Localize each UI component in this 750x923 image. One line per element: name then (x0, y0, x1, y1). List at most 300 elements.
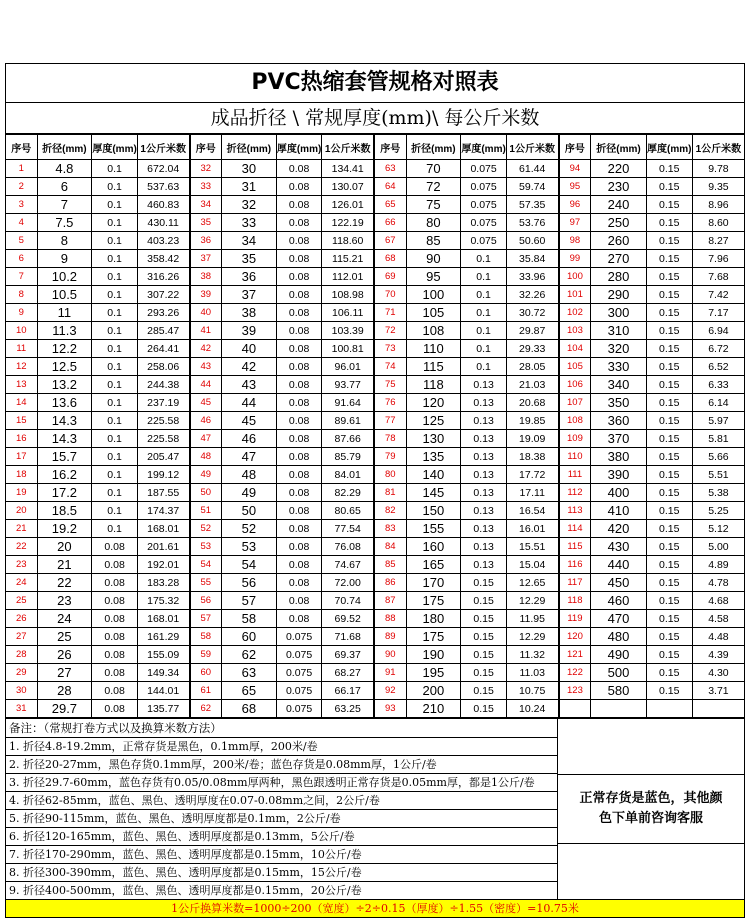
header-thickness: 厚度(mm) (461, 135, 507, 160)
table-row (560, 646, 745, 664)
row-index: 115 (560, 538, 591, 556)
flat-width: 46 (222, 430, 277, 448)
meters-per-kg: 5.00 (692, 538, 744, 556)
flat-width: 20 (37, 538, 92, 556)
meters-per-kg: 69.52 (322, 610, 373, 628)
thickness: 0.08 (276, 286, 322, 304)
row-index: 118 (560, 592, 591, 610)
meters-per-kg: 53.76 (506, 214, 557, 232)
flat-width: 95 (406, 268, 461, 286)
stock-note-box (558, 719, 744, 899)
meters-per-kg: 5.38 (692, 484, 744, 502)
meters-per-kg: 537.63 (137, 178, 188, 196)
spec-sheet (5, 63, 745, 918)
row-index: 119 (560, 610, 591, 628)
row-index: 29 (6, 664, 37, 682)
thickness: 0.075 (276, 664, 322, 682)
table-row (6, 340, 189, 358)
thickness: 0.1 (92, 286, 138, 304)
meters-per-kg: 59.74 (506, 178, 557, 196)
flat-width: 210 (406, 700, 461, 718)
table-row (6, 700, 189, 718)
meters-per-kg: 106.11 (322, 304, 373, 322)
thickness: 0.075 (461, 160, 507, 178)
row-index: 25 (6, 592, 37, 610)
meters-per-kg: 50.60 (506, 232, 557, 250)
row-index: 39 (191, 286, 222, 304)
table-row (560, 700, 745, 718)
table-row (560, 538, 745, 556)
row-index: 37 (191, 250, 222, 268)
row-index: 84 (375, 538, 406, 556)
row-index: 22 (6, 538, 37, 556)
flat-width: 125 (406, 412, 461, 430)
thickness: 0.1 (92, 430, 138, 448)
thickness: 0.08 (276, 538, 322, 556)
table-row (560, 340, 745, 358)
flat-width: 340 (591, 376, 646, 394)
flat-width: 580 (591, 682, 646, 700)
note-item: 8. 折径300-390mm，蓝色、黑色、透明厚度都是0.15mm，15公斤/卷 (6, 863, 557, 881)
flat-width: 21 (37, 556, 92, 574)
thickness: 0.1 (92, 358, 138, 376)
flat-width: 160 (406, 538, 461, 556)
thickness: 0.15 (646, 376, 692, 394)
meters-per-kg: 7.68 (692, 268, 744, 286)
header-meters-per-kg: 1公斤米数 (137, 135, 188, 160)
meters-per-kg: 11.03 (506, 664, 557, 682)
row-index: 74 (375, 358, 406, 376)
thickness: 0.075 (461, 178, 507, 196)
meters-per-kg: 11.32 (506, 646, 557, 664)
meters-per-kg: 5.25 (692, 502, 744, 520)
row-index: 85 (375, 556, 406, 574)
table-row (191, 160, 374, 178)
flat-width: 9 (37, 250, 92, 268)
note-item: 1. 折径4.8-19.2mm，正常存货是黑色，0.1mm厚，200米/卷 (6, 737, 557, 755)
table-row (375, 664, 558, 682)
thickness: 0.08 (276, 610, 322, 628)
row-index: 48 (191, 448, 222, 466)
thickness: 0.15 (646, 610, 692, 628)
meters-per-kg: 16.01 (506, 520, 557, 538)
thickness: 0.13 (461, 520, 507, 538)
row-index: 94 (560, 160, 591, 178)
table-row (191, 340, 374, 358)
flat-width: 250 (591, 214, 646, 232)
row-index: 90 (375, 646, 406, 664)
row-index: 7 (6, 268, 37, 286)
table-row (191, 286, 374, 304)
table-row (6, 484, 189, 502)
flat-width: 350 (591, 394, 646, 412)
thickness: 0.15 (646, 556, 692, 574)
spec-table-block (191, 134, 376, 718)
meters-per-kg: 87.66 (322, 430, 373, 448)
table-row (560, 304, 745, 322)
sheet-title: PVC热缩套管规格对照表 (6, 64, 744, 103)
thickness: 0.08 (276, 484, 322, 502)
meters-per-kg: 15.51 (506, 538, 557, 556)
table-row (191, 394, 374, 412)
row-index: 16 (6, 430, 37, 448)
row-index: 1 (6, 160, 37, 178)
flat-width: 60 (222, 628, 277, 646)
table-row (375, 628, 558, 646)
meters-per-kg: 61.44 (506, 160, 557, 178)
thickness: 0.08 (92, 574, 138, 592)
meters-per-kg: 149.34 (137, 664, 188, 682)
flat-width: 390 (591, 466, 646, 484)
notes-section (6, 719, 744, 899)
meters-per-kg: 32.26 (506, 286, 557, 304)
table-row (375, 574, 558, 592)
table-row (191, 700, 374, 718)
table-row (375, 556, 558, 574)
table-row (191, 178, 374, 196)
flat-width: 420 (591, 520, 646, 538)
table-row (191, 556, 374, 574)
row-index: 121 (560, 646, 591, 664)
table-row (191, 412, 374, 430)
flat-width: 52 (222, 520, 277, 538)
meters-per-kg: 29.87 (506, 322, 557, 340)
flat-width: 17.2 (37, 484, 92, 502)
table-row (560, 448, 745, 466)
table-row (191, 682, 374, 700)
meters-per-kg: 155.09 (137, 646, 188, 664)
row-index: 33 (191, 178, 222, 196)
table-row (191, 628, 374, 646)
table-row (6, 574, 189, 592)
flat-width: 220 (591, 160, 646, 178)
row-index: 2 (6, 178, 37, 196)
meters-per-kg: 6.52 (692, 358, 744, 376)
meters-per-kg: 3.71 (692, 682, 744, 700)
meters-per-kg: 244.38 (137, 376, 188, 394)
thickness: 0.13 (461, 394, 507, 412)
table-row (375, 682, 558, 700)
flat-width: 170 (406, 574, 461, 592)
flat-width: 300 (591, 304, 646, 322)
flat-width: 260 (591, 232, 646, 250)
table-row (6, 358, 189, 376)
thickness: 0.08 (276, 232, 322, 250)
row-index: 42 (191, 340, 222, 358)
meters-per-kg: 8.27 (692, 232, 744, 250)
row-index: 26 (6, 610, 37, 628)
table-row (560, 160, 745, 178)
flat-width (591, 700, 646, 718)
row-index: 32 (191, 160, 222, 178)
table-row (6, 502, 189, 520)
flat-width: 90 (406, 250, 461, 268)
table-row (375, 340, 558, 358)
flat-width: 440 (591, 556, 646, 574)
flat-width: 410 (591, 502, 646, 520)
table-row (375, 592, 558, 610)
note-item: 9. 折径400-500mm，蓝色、黑色、透明厚度都是0.15mm，20公斤/卷 (6, 881, 557, 899)
row-index: 3 (6, 196, 37, 214)
thickness: 0.15 (461, 682, 507, 700)
thickness: 0.1 (92, 484, 138, 502)
table-row (191, 592, 374, 610)
flat-width: 25 (37, 628, 92, 646)
flat-width: 11 (37, 304, 92, 322)
table-row (375, 520, 558, 538)
row-index: 80 (375, 466, 406, 484)
flat-width: 430 (591, 538, 646, 556)
meters-per-kg: 358.42 (137, 250, 188, 268)
thickness: 0.1 (461, 358, 507, 376)
flat-width: 195 (406, 664, 461, 682)
meters-per-kg (692, 700, 744, 718)
row-index: 66 (375, 214, 406, 232)
table-row (191, 574, 374, 592)
row-index: 65 (375, 196, 406, 214)
flat-width: 110 (406, 340, 461, 358)
thickness: 0.13 (461, 538, 507, 556)
header-index: 序号 (191, 135, 222, 160)
table-row (6, 196, 189, 214)
table-row (560, 268, 745, 286)
thickness: 0.08 (276, 520, 322, 538)
flat-width: 7 (37, 196, 92, 214)
thickness: 0.08 (276, 592, 322, 610)
row-index: 35 (191, 214, 222, 232)
row-index: 27 (6, 628, 37, 646)
table-row (375, 376, 558, 394)
table-row (560, 178, 745, 196)
meters-per-kg: 72.00 (322, 574, 373, 592)
flat-width: 29.7 (37, 700, 92, 718)
row-index: 47 (191, 430, 222, 448)
header-meters-per-kg: 1公斤米数 (506, 135, 557, 160)
flat-width: 72 (406, 178, 461, 196)
stock-note-line: 色下单前咨询客服 (598, 811, 703, 826)
thickness: 0.08 (276, 448, 322, 466)
meters-per-kg: 122.19 (322, 214, 373, 232)
row-index: 31 (6, 700, 37, 718)
flat-width: 290 (591, 286, 646, 304)
thickness: 0.15 (646, 196, 692, 214)
table-row (191, 610, 374, 628)
row-index: 5 (6, 232, 37, 250)
flat-width: 130 (406, 430, 461, 448)
table-row (191, 502, 374, 520)
row-index: 93 (375, 700, 406, 718)
table-row (375, 232, 558, 250)
row-index: 41 (191, 322, 222, 340)
row-index: 19 (6, 484, 37, 502)
flat-width: 460 (591, 592, 646, 610)
table-row (191, 430, 374, 448)
table-row (560, 628, 745, 646)
thickness: 0.08 (92, 610, 138, 628)
meters-per-kg: 225.58 (137, 412, 188, 430)
meters-per-kg: 63.25 (322, 700, 373, 718)
table-row (560, 592, 745, 610)
meters-per-kg: 126.01 (322, 196, 373, 214)
row-index: 79 (375, 448, 406, 466)
thickness: 0.15 (646, 484, 692, 502)
thickness: 0.1 (92, 268, 138, 286)
thickness: 0.1 (461, 322, 507, 340)
stock-note-line: 正常存货是蓝色，其他颜 (579, 791, 723, 806)
table-row (560, 430, 745, 448)
thickness: 0.08 (276, 340, 322, 358)
meters-per-kg: 74.67 (322, 556, 373, 574)
table-row (375, 466, 558, 484)
header-thickness: 厚度(mm) (92, 135, 138, 160)
thickness: 0.15 (461, 574, 507, 592)
thickness: 0.08 (276, 178, 322, 196)
row-index: 57 (191, 610, 222, 628)
table-row (6, 412, 189, 430)
flat-width: 54 (222, 556, 277, 574)
note-item: 4. 折径62-85mm，蓝色、黑色、透明厚度在0.07-0.08mm之间，2公斤/卷 (6, 791, 557, 809)
flat-width: 75 (406, 196, 461, 214)
thickness: 0.15 (646, 664, 692, 682)
table-row (191, 250, 374, 268)
row-index: 49 (191, 466, 222, 484)
table-row (560, 664, 745, 682)
table-row (6, 520, 189, 538)
thickness: 0.13 (461, 376, 507, 394)
flat-width: 115 (406, 358, 461, 376)
table-row (375, 502, 558, 520)
meters-per-kg: 7.42 (692, 286, 744, 304)
row-index: 123 (560, 682, 591, 700)
thickness: 0.075 (276, 646, 322, 664)
thickness: 0.075 (276, 628, 322, 646)
row-index: 116 (560, 556, 591, 574)
row-index: 113 (560, 502, 591, 520)
flat-width: 450 (591, 574, 646, 592)
row-index: 122 (560, 664, 591, 682)
flat-width: 240 (591, 196, 646, 214)
thickness: 0.13 (461, 484, 507, 502)
flat-width: 400 (591, 484, 646, 502)
flat-width: 65 (222, 682, 277, 700)
thickness: 0.15 (646, 466, 692, 484)
meters-per-kg: 28.05 (506, 358, 557, 376)
flat-width: 310 (591, 322, 646, 340)
table-row (6, 466, 189, 484)
thickness: 0.15 (646, 682, 692, 700)
thickness: 0.08 (276, 502, 322, 520)
meters-per-kg: 84.01 (322, 466, 373, 484)
meters-per-kg: 8.60 (692, 214, 744, 232)
header-flat-width: 折径(mm) (406, 135, 461, 160)
meters-per-kg: 460.83 (137, 196, 188, 214)
meters-per-kg: 10.24 (506, 700, 557, 718)
thickness: 0.08 (92, 682, 138, 700)
flat-width: 120 (406, 394, 461, 412)
flat-width: 62 (222, 646, 277, 664)
row-index: 34 (191, 196, 222, 214)
thickness: 0.15 (461, 646, 507, 664)
flat-width: 43 (222, 376, 277, 394)
table-row (560, 322, 745, 340)
table-row (375, 358, 558, 376)
row-index: 58 (191, 628, 222, 646)
thickness: 0.075 (461, 214, 507, 232)
thickness: 0.15 (461, 664, 507, 682)
note-item: 7. 折径170-290mm，蓝色、黑色、透明厚度都是0.15mm，10公斤/卷 (6, 845, 557, 863)
row-index: 97 (560, 214, 591, 232)
sheet-subtitle: 成品折径 \ 常规厚度(mm)\ 每公斤米数 (6, 103, 744, 134)
flat-width: 360 (591, 412, 646, 430)
meters-per-kg: 316.26 (137, 268, 188, 286)
table-row (560, 520, 745, 538)
table-row (191, 304, 374, 322)
thickness: 0.08 (276, 376, 322, 394)
row-index: 120 (560, 628, 591, 646)
row-index: 8 (6, 286, 37, 304)
thickness: 0.15 (461, 700, 507, 718)
flat-width: 38 (222, 304, 277, 322)
flat-width: 11.3 (37, 322, 92, 340)
meters-per-kg: 192.01 (137, 556, 188, 574)
flat-width: 34 (222, 232, 277, 250)
thickness: 0.075 (276, 682, 322, 700)
flat-width: 135 (406, 448, 461, 466)
note-item: 2. 折径20-27mm，黑色存货0.1mm厚，200米/卷；蓝色存货是0.08mm厚，1公斤/卷 (6, 755, 557, 773)
table-row (6, 556, 189, 574)
flat-width: 14.3 (37, 412, 92, 430)
meters-per-kg: 16.54 (506, 502, 557, 520)
flat-width: 175 (406, 628, 461, 646)
row-index: 62 (191, 700, 222, 718)
table-row (6, 304, 189, 322)
thickness: 0.15 (646, 412, 692, 430)
table-row (375, 304, 558, 322)
thickness: 0.1 (92, 250, 138, 268)
row-index: 73 (375, 340, 406, 358)
row-index: 54 (191, 556, 222, 574)
meters-per-kg: 19.85 (506, 412, 557, 430)
thickness: 0.1 (461, 268, 507, 286)
thickness: 0.15 (646, 520, 692, 538)
table-row (560, 196, 745, 214)
thickness: 0.15 (646, 322, 692, 340)
flat-width: 18.5 (37, 502, 92, 520)
table-row (560, 466, 745, 484)
thickness: 0.08 (276, 466, 322, 484)
flat-width: 19.2 (37, 520, 92, 538)
row-index: 95 (560, 178, 591, 196)
flat-width: 63 (222, 664, 277, 682)
row-index: 14 (6, 394, 37, 412)
thickness: 0.08 (92, 538, 138, 556)
thickness: 0.15 (461, 628, 507, 646)
meters-per-kg: 5.12 (692, 520, 744, 538)
table-row (375, 646, 558, 664)
flat-width: 140 (406, 466, 461, 484)
flat-width: 37 (222, 286, 277, 304)
flat-width: 320 (591, 340, 646, 358)
thickness: 0.08 (276, 322, 322, 340)
table-row (375, 268, 558, 286)
row-index: 30 (6, 682, 37, 700)
row-index: 108 (560, 412, 591, 430)
meters-per-kg: 12.29 (506, 628, 557, 646)
table-row (375, 484, 558, 502)
thickness: 0.1 (461, 286, 507, 304)
row-index: 53 (191, 538, 222, 556)
flat-width: 10.2 (37, 268, 92, 286)
